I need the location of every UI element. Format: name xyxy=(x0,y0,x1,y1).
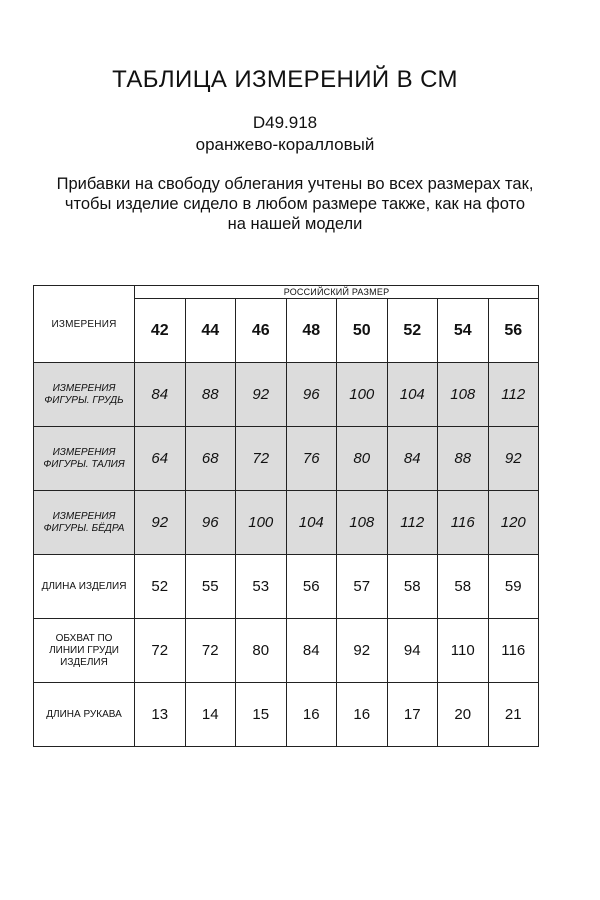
table-cell: 96 xyxy=(185,491,236,555)
fit-note-line: чтобы изделие сидело в любом размере также, как на фото xyxy=(64,195,526,213)
row-label-line: ДЛИНА ИЗДЕЛИЯ xyxy=(41,580,127,592)
table-cell: 84 xyxy=(387,427,438,491)
table-cell: 100 xyxy=(337,363,388,427)
table-row xyxy=(34,363,539,427)
table-cell: 108 xyxy=(438,363,489,427)
table-cell: 53 xyxy=(236,555,287,619)
table-cell: 72 xyxy=(135,619,186,683)
table-cell: 17 xyxy=(387,683,438,747)
table-cell: 88 xyxy=(185,363,236,427)
table-cell: 68 xyxy=(185,427,236,491)
table-cell: 84 xyxy=(286,619,337,683)
table-cell: 16 xyxy=(337,683,388,747)
table-cell: 80 xyxy=(337,427,388,491)
fit-note-line: на нашей модели xyxy=(227,215,363,233)
size-header-cell: 52 xyxy=(387,299,438,363)
row-label-line: ИЗДЕЛИЯ xyxy=(60,656,108,668)
table-cell: 72 xyxy=(236,427,287,491)
table-row xyxy=(34,683,539,747)
row-label-line: ИЗМЕРЕНИЯ xyxy=(52,382,116,394)
table-cell: 116 xyxy=(438,491,489,555)
fit-note xyxy=(20,174,570,234)
table-cell: 14 xyxy=(185,683,236,747)
table-row xyxy=(34,555,539,619)
row-label xyxy=(34,491,135,555)
row-label xyxy=(34,363,135,427)
size-header-cell: 48 xyxy=(286,299,337,363)
table-cell: 80 xyxy=(236,619,287,683)
article-number: D49.918 xyxy=(252,113,318,132)
table-header-row xyxy=(34,286,539,299)
size-table-body xyxy=(34,286,539,747)
size-header-cell: 44 xyxy=(185,299,236,363)
table-row xyxy=(34,427,539,491)
table-cell: 92 xyxy=(135,491,186,555)
table-cell: 64 xyxy=(135,427,186,491)
page-title: ТАБЛИЦА ИЗМЕРЕНИЙ В СМ xyxy=(112,66,458,93)
table-cell: 110 xyxy=(438,619,489,683)
size-header-cell: 42 xyxy=(135,299,186,363)
row-label-line: ОБХВАТ ПО xyxy=(55,632,113,644)
table-cell: 96 xyxy=(286,363,337,427)
table-cell: 92 xyxy=(236,363,287,427)
table-cell: 116 xyxy=(488,619,539,683)
table-cell: 84 xyxy=(135,363,186,427)
table-cell: 15 xyxy=(236,683,287,747)
row-label-line: ФИГУРЫ. ТАЛИЯ xyxy=(43,458,125,470)
size-header-cell: 56 xyxy=(488,299,539,363)
measurement-column-header: ИЗМЕРЕНИЯ xyxy=(34,286,135,363)
table-cell: 108 xyxy=(337,491,388,555)
row-label-line: ИЗМЕРЕНИЯ xyxy=(52,510,116,522)
row-label xyxy=(34,555,135,619)
table-cell: 104 xyxy=(387,363,438,427)
table-cell: 59 xyxy=(488,555,539,619)
table-row xyxy=(34,491,539,555)
row-label-line: ФИГУРЫ. ГРУДЬ xyxy=(44,394,124,406)
table-cell: 58 xyxy=(438,555,489,619)
table-cell: 20 xyxy=(438,683,489,747)
fit-note-line: Прибавки на свободу облегания учтены во всех размерах так, xyxy=(56,175,534,193)
table-cell: 16 xyxy=(286,683,337,747)
table-cell: 104 xyxy=(286,491,337,555)
table-cell: 52 xyxy=(135,555,186,619)
table-row xyxy=(34,619,539,683)
row-label-line: ЛИНИИ ГРУДИ xyxy=(49,644,119,656)
table-cell: 72 xyxy=(185,619,236,683)
table-cell: 13 xyxy=(135,683,186,747)
table-cell: 76 xyxy=(286,427,337,491)
row-label-line: ФИГУРЫ. БЁДРА xyxy=(43,522,125,534)
table-cell: 56 xyxy=(286,555,337,619)
table-cell: 57 xyxy=(337,555,388,619)
size-header-cell: 50 xyxy=(337,299,388,363)
table-cell: 58 xyxy=(387,555,438,619)
size-header-cell: 46 xyxy=(236,299,287,363)
table-cell: 21 xyxy=(488,683,539,747)
size-group-header: РОССИЙСКИЙ РАЗМЕР xyxy=(135,286,539,299)
table-cell: 88 xyxy=(438,427,489,491)
size-header-cell: 54 xyxy=(438,299,489,363)
table-cell: 92 xyxy=(337,619,388,683)
table-cell: 94 xyxy=(387,619,438,683)
row-label-line: ИЗМЕРЕНИЯ xyxy=(52,446,116,458)
table-cell: 55 xyxy=(185,555,236,619)
size-table xyxy=(33,285,539,747)
table-cell: 112 xyxy=(488,363,539,427)
row-label-line: ДЛИНА РУКАВА xyxy=(46,708,122,720)
table-cell: 120 xyxy=(488,491,539,555)
row-label xyxy=(34,619,135,683)
row-label xyxy=(34,427,135,491)
product-color: оранжево-коралловый xyxy=(195,135,375,154)
row-label xyxy=(34,683,135,747)
table-cell: 100 xyxy=(236,491,287,555)
table-cell: 112 xyxy=(387,491,438,555)
table-cell: 92 xyxy=(488,427,539,491)
